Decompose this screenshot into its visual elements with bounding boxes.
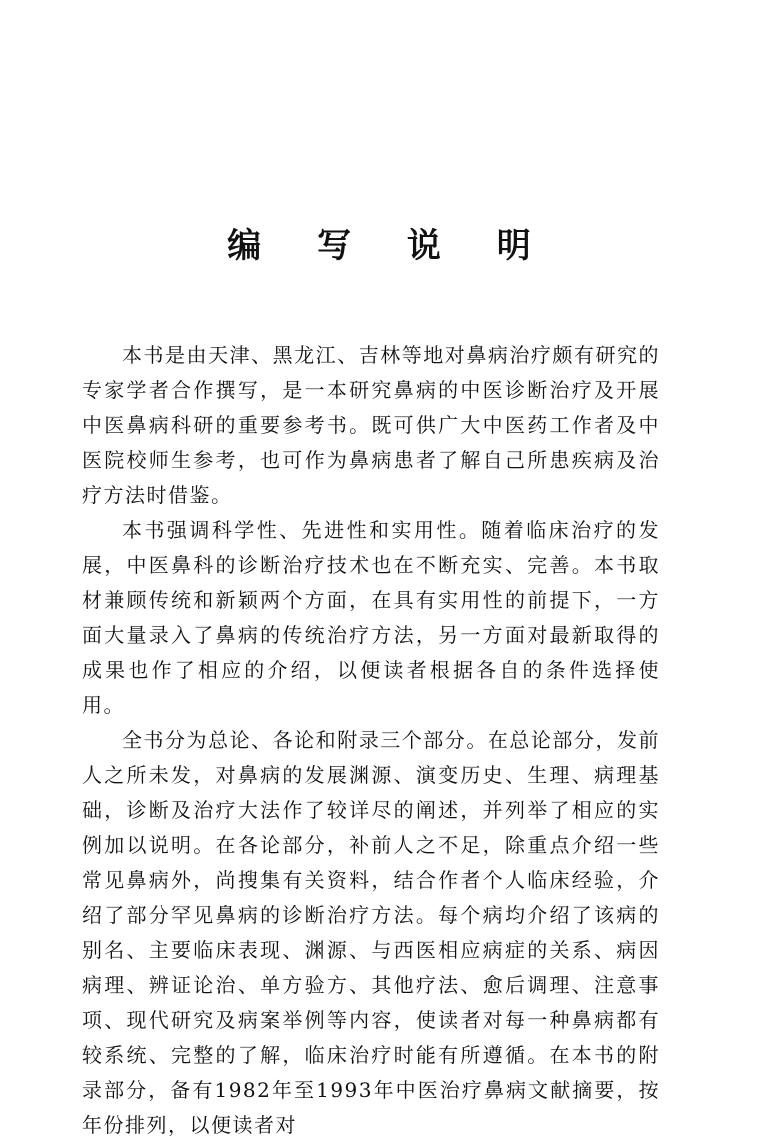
paragraph-2: 本书强调科学性、先进性和实用性。随着临床治疗的发展，中医鼻科的诊断治疗技术也在不断充实、完善。本书取材兼顾传统和新颖两个方面，在具有实用性的前提下，一方面大量录入了鼻病的传统治疗方法，另一方面对最新取得的成果也作了相应的介绍，以便读者根据各自的条件选择使用。 (82, 518, 660, 717)
paragraph-1: 本书是由天津、黑龙江、吉林等地对鼻病治疗颇有研究的专家学者合作撰写，是一本研究鼻病的中医诊断治疗及开展中医鼻病科研的重要参考书。既可供广大中医药工作者及中医院校师生参考，也可作为鼻病患者了解自己所患疾病及治疗方法时借鉴。 (82, 343, 660, 507)
body-text (82, 338, 660, 1143)
paragraph-3: 全书分为总论、各论和附录三个部分。在总论部分，发前人之所未发，对鼻病的发展渊源、演变历史、生理、病理基础，诊断及治疗大法作了较详尽的阐述，并列举了相应的实例加以说明。在各论部分，补前人之不足，除重点介绍一些常见鼻病外，尚搜集有关资料，结合作者个人临床经验，介绍了部分罕见鼻病的诊断治疗方法。每个病均介绍了该病的别名、主要临床表现、渊源、与西医相应病症的关系、病因病理、辨证论治、单方验方、其他疗法、愈后调理、注意事项、现代研究及病案举例等内容，使读者对每一种鼻病都有较系统、完整的了解，临床治疗时能有所遵循。在本书的附录部分，备有1982年至1993年中医治疗鼻病文献摘要，按年份排列，以便读者对 (82, 728, 660, 1137)
page-title: 编 写 说 明 (227, 226, 553, 266)
